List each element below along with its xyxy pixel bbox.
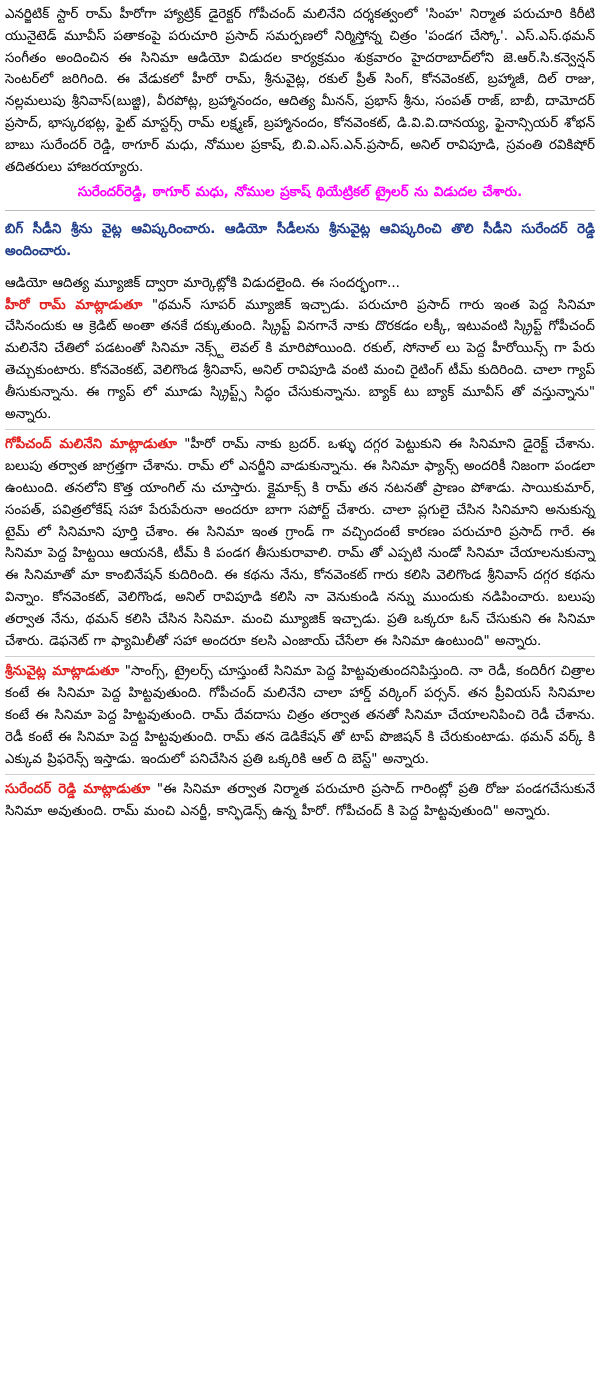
divider [5,774,595,775]
divider [5,429,595,430]
speech-ram-text: "థమన్ సూపర్ మ్యూజిక్ ఇచ్చాడు. పరుచూరి ప్రసాద్ గారు ఇంత పెద్ద సినిమా చేసినందుకు ఆ క్రెడిట్ అంతా తనకే దక్కుతుంది. స్క్రిప్ట్ వినగానే నాకు దొరకడం లక్కీ, ఇటువంటి స్క్రిప్ట్ గోపీచంద్ మలినేని చేతిలో పడటంతో సినిమా నెక్స్ట్ లెవల్ కి మారిపోయింది. రకుల్, సోనాల్ లు పెద్ద హీరోయిన్స్ గా పేరు తెచ్చుకుంటారు. కోనవెంకట్, వెలిగొండ శ్రీనివాస్, అనిల్ రావిపూడి వంటి మంచి రైటింగ్ టీమ్ కుదిరింది. చాలా గ్యాప్ తీసుకున్నాను. ఈ గ్యాప్ లో మూడు స్క్రిప్ట్స్ సిద్ధం చేసుకున్నాను. బ్యాక్ టు బ్యాక్ మూవీస్ తో వస్తున్నాను" అన్నారు. [5,297,595,422]
speech-ram [5,295,595,426]
divider [5,210,595,211]
trailer-release-highlight: సురేందర్‌రెడ్డి, ఠాగూర్ మధు, నోముల ప్రకాష్ థియేట్రికల్ ట్రైలర్ ను విడుదల చేశారు. [77,185,523,201]
intro-paragraph: ఎనర్జిటిక్ స్టార్ రామ్ హీరోగా హ్యాట్రిక్ డైరెక్టర్ గోపీచంద్ మలినేని దర్శకత్వంలో 'సింహ' నిర్మాత పరుచూరి కిరీటి యునైటెడ్ మూవీస్ పతాకంపై పరుచూరి ప్రసాద్ సమర్పణలో నిర్మిస్తోన్న చిత్రం 'పండగ చేస్కో'. ఎస్.ఎస్.థమన్ సంగీతం అందించిన ఈ సినిమా ఆడియో విడుదల కార్యక్రమం శుక్రవారం హైదరాబాద్‌లోని జె.ఆర్.సి.కన్వెన్షన్ సెంటర్‌లో జరిగింది. ఈ వేడుకలో హీరో రామ్, శ్రీనువైట్ల, రకుల్ ప్రీత్ సింగ్, కోనవెంకట్, బ్రహ్మాజీ, దిల్ రాజు, నల్లమలుపు శ్రీనివాస్(బుజ్జి), వీరపోట్ల, బ్రహ్మానందం, ఆదిత్య మీనన్, ప్రభాస్ శ్రీను, సంపత్ రాజ్, బాబీ, దామోదర్ ప్రసాద్, భాస్కరభట్ల, ఫైట్ మాస్టర్స్ రామ్ లక్ష్మణ్, బ్రహ్మానందం, కోనవెంకట్, డి.వి.వి.దానయ్య, ఫైనాన్సియర్ శోభన్ బాబు సురేందర్ రెడ్డి, ఠాగూర్ మధు, నోముల ప్రకాష్, బి.వి.ఎస్.ఎన్.ప్రసాద్, అనిల్ రావిపూడి, స్రవంతి రవికిషోర్ తదితరులు హాజరయ్యారు. [5,7,595,175]
speech-srinuvaitla-text: "సాంగ్స్, ట్రైలర్స్ చూస్తుంటే సినిమా పెద్ద హిట్టవుతుందనిపిస్తుంది. నా రెడీ, కందిరీగ చిత్రాల కంటే ఈ సినిమా పెద్ద హిట్టవుతుంది. గోపీచంద్ మలినేని చాలా హార్డ్ వర్కింగ్ పర్సన్. తన ప్రీవియస్ సినిమాల కంటే ఈ సినిమా పెద్ద హిట్టవుతుంది. రామ్ దేవదాసు చిత్రం తర్వాత తనతో సినిమా చేయాలనిపించి రెడీ చేశాను. రెడీ కంటే ఈ సినిమా పెద్ద హిట్టవుతుంది. రామ్ తన డెడికేషన్ తో టాప్ పొజిషన్ కి చేరుకుంటాడు. థమన్ వర్క్ కి ఎక్కువ ప్రిఫరెన్స్ ఇస్తాడు. ఇందులో పనిచేసిన ప్రతి ఒక్కరికి ఆల్ ది బెస్ట్" అన్నారు. [5,664,595,767]
divider [5,656,595,657]
audio-launch-highlight: బిగ్ సీడీని శ్రీను వైట్ల ఆవిష్కరించారు. ఆడియో సీడీలను శ్రీనువైట్ల ఆవిష్కరించి తొలి సీడీని సురేందర్ రెడ్డి అందించారు. [5,222,595,259]
speech-surender [5,779,595,823]
speech-gopichand-text: "హీరో రామ్ నాకు బ్రదర్. ఒళ్ళు దగ్గర పెట్టుకుని ఈ సినిమాని డైరెక్ట్ చేశాను. బలుపు తర్వాత జాగ్రత్తగా చేశాను. రామ్ లో ఎనర్జీని వాడుకున్నాను. ఈ సినిమా ఫ్యాన్స్ అందరికీ నిజంగా పండలా ఉంటుంది. తనలోని కొత్త యాంగిల్ ను చూస్తారు. క్లైమాక్స్ కి రామ్ తన నటనతో ప్రాణం పోశాడు. సాయికుమార్, సంపత్, పవిత్రలోకేష్ సహా పేరుపేరునా అందరూ బాగా సపోర్ట్ చేశారు. చాలా ప్లగులై చేసిన సినిమాని అనుకున్న టైమ్ లో సినిమాని పూర్తి చేశాం. ఈ సినిమా ఇంత గ్రాండ్ గా వచ్చిందంటే కారణం పరుచూరి ప్రసాద్ గారే. ఈ సినిమా పెద్ద హిట్టయి ఆయనకి, టీమ్ కి పండగ తీసుకురావాలి. రామ్ తో ఎప్పటి నుండో సినిమా చేయాలనుకున్నా ఈ సినిమాతో మా కాంబినేషన్ కుదిరింది. ఈ కథను నేను, కోనవెంకట్ గారు కలిసి వెలిగొండ శ్రీనివాస్ దగ్గర కథను విన్నాం. కోనవెంకట్, వెలిగొండ, అనిల్ రావిపూడి కలిసి నా వెనుకుండి నన్ను ముందుకు నడిపించారు. బలుపు తర్వాత నేను, థమన్ కలిసి చేసిన సినిమా. మంచి మ్యూజిక్ ఇచ్చాడు. ప్రతి ఒక్కరూ ఓన్ చేసుకుని ఈ సినిమా చేశారు. డెఫనెట్ గా ఫ్యామిలీతో సహా అందరూ కలసి ఎంజాయ్ చేసేలా ఈ సినిమా ఉంటుంది" అన్నారు. [5,437,595,649]
speech-gopichand [5,434,595,652]
speaker-surender: సురేందర్ రెడ్డి మాట్లాడుతూ [5,782,151,798]
release-line: ఆడియో ఆదిత్య మ్యూజిక్ ద్వారా మార్కెట్లోకి విడుదలైంది. ఈ సందర్భంగా... [5,275,400,291]
speaker-srinuvaitla: శ్రీనువైట్ల మాట్లాడుతూ [5,664,120,680]
speaker-gopichand: గోపీచంద్ మలినేని మాట్లాడుతూ [5,437,177,453]
speech-surender-text: "ఈ సినిమా తర్వాత నిర్మాత పరుచూరి ప్రసాద్ గారింట్లో ప్రతి రోజు పండగచేసుకునే సినిమా అవుతుంది. రామ్ మంచి ఎనర్జీ, కాన్ఫిడెన్స్ ఉన్న హీరో. గోపీచంద్ కి పెద్ద హిట్టవుతుంది" అన్నారు. [5,782,596,820]
speech-srinuvaitla [5,661,595,770]
speaker-ram: హీరో రామ్ మాట్లాడుతూ [5,297,143,313]
